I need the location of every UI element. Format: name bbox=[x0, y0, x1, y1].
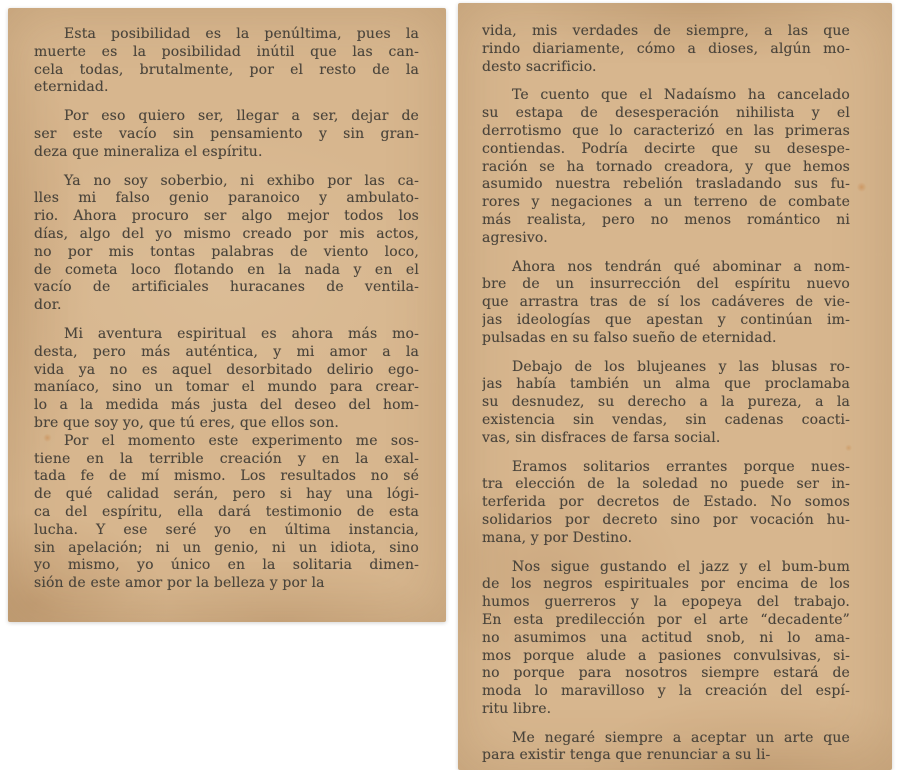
text-line: mana, y por Destino. bbox=[482, 529, 633, 546]
text-line: sin apelación; ni un genio, ni un idiota, sino bbox=[34, 539, 419, 556]
text-line: Mi aventura espiritual es ahora más mo- bbox=[64, 325, 419, 342]
text-line: su estapa de desesperación nihilista y el bbox=[482, 105, 850, 122]
text-line: terferida por decretos de Estado. No somos bbox=[482, 494, 850, 511]
text-line: bre de un insurrección del espíritu nuevo bbox=[482, 276, 850, 293]
text-line: vacío de artificiales huracanes de ventila- bbox=[34, 279, 419, 296]
text-line: de los negros espirituales por encima de los bbox=[482, 576, 850, 593]
text-line: que arrastra tras de sí los cadáveres de vie- bbox=[482, 294, 850, 311]
text-line: su desnudez, su derecho a la pureza, a la bbox=[482, 394, 850, 411]
text-line: Me negaré siempre a aceptar un arte que bbox=[512, 729, 850, 746]
text-line: Por el momento este experimento me sos- bbox=[64, 432, 419, 449]
paragraph bbox=[34, 326, 419, 433]
text-line: tiene en la terrible creación y en la exal- bbox=[34, 450, 419, 467]
text-line: de cometa loco flotando en la nada y en el bbox=[34, 261, 419, 278]
text-line: no asumimos una actitud snob, ni lo ama- bbox=[482, 629, 850, 646]
text-line: ritu libre. bbox=[482, 700, 552, 717]
text-line: para existir tenga que renunciar a su li- bbox=[482, 747, 771, 764]
text-line: vida ya no es aquel desorbitado delirio ego- bbox=[34, 361, 419, 378]
text-line: asumido nuestra rebelión trasladando sus fu- bbox=[482, 176, 850, 193]
text-line: derrotismo que lo caracterizó en las primeras bbox=[482, 122, 850, 139]
text-line: días, algo del yo mismo creado por mis actos, bbox=[34, 225, 419, 242]
text-line: agresivo. bbox=[482, 229, 548, 246]
text-line: ca del espíritu, ella dará testimonio de esta bbox=[34, 503, 419, 520]
text-line: Ya no soy soberbio, ni exhibo por las ca- bbox=[64, 172, 419, 189]
paragraph bbox=[482, 459, 850, 548]
text-line: Eramos solitarios errantes porque nues- bbox=[512, 458, 850, 475]
text-line: deza que mineraliza el espíritu. bbox=[34, 143, 263, 160]
paragraph bbox=[482, 559, 850, 719]
text-line: ración se ha tornado creadora, y que hemos bbox=[482, 158, 850, 175]
right-page-scan bbox=[458, 3, 892, 770]
text-line: rores y negaciones a un terreno de combate bbox=[482, 194, 850, 211]
text-line: jas había también un alma que proclamaba bbox=[482, 376, 850, 393]
text-line: vida, mis verdades de siempre, a las que bbox=[482, 23, 850, 39]
text-line: no porque para nosotros siempre estará de bbox=[482, 665, 850, 682]
text-line: lo a la medida más justa del deseo del hom- bbox=[34, 397, 419, 414]
text-line: no por mis tontas palabras de viento loco, bbox=[34, 243, 419, 260]
paragraph bbox=[482, 259, 850, 348]
text-line: solidarios por decreto sino por vocación hu- bbox=[482, 511, 850, 528]
text-line: rindo diariamente, cómo a dioses, algún mo- bbox=[482, 40, 850, 57]
text-line: desta, pero más auténtica, y mi amor a la bbox=[34, 343, 419, 360]
text-line: cela todas, brutalmente, por el resto de la bbox=[34, 61, 419, 78]
paragraph bbox=[482, 87, 850, 247]
text-line: En esta predilección por el arte “decadente” bbox=[482, 611, 850, 628]
text-line: vas, sin disfraces de farsa social. bbox=[482, 429, 721, 446]
text-line: jas ideologías que apestan y continúan im- bbox=[482, 311, 850, 328]
text-line: muerte es la posibilidad inútil que las can- bbox=[34, 43, 419, 60]
text-line: maníaco, sino un tomar el mundo para crear- bbox=[34, 379, 419, 396]
text-line: contiendas. Podría decirte que su desespe- bbox=[482, 140, 850, 157]
text-line: Ahora nos tendrán qué abominar a nom- bbox=[512, 258, 850, 275]
text-line: tada fe de mí mismo. Los resultados no sé bbox=[34, 468, 419, 485]
text-line: sión de este amor por la belleza y por la bbox=[34, 575, 325, 592]
text-line: eternidad. bbox=[34, 79, 109, 96]
text-line: pulsadas en su falso sueño de eternidad. bbox=[482, 329, 777, 346]
text-line: Por eso quiero ser, llegar a ser, dejar de bbox=[64, 108, 419, 125]
paragraph bbox=[482, 730, 850, 766]
paragraph bbox=[482, 359, 850, 448]
text-line: moda lo maravilloso y la creación del espí- bbox=[482, 683, 850, 700]
text-line: mos porque alude a pasiones convulsivas, si- bbox=[482, 647, 850, 664]
text-line: Te cuento que el Nadaísmo ha cancelado bbox=[512, 87, 850, 104]
text-line: humos guerreros y la epopeya del trabajo. bbox=[482, 594, 850, 611]
text-line: tra elección de la soledad no puede ser in- bbox=[482, 476, 850, 493]
text-line: dor. bbox=[34, 297, 62, 314]
text-line: Esta posibilidad es la penúltima, pues la bbox=[64, 26, 419, 42]
text-line: existencia sin vendas, sin cadenas coacti- bbox=[482, 411, 850, 428]
paragraph bbox=[34, 108, 419, 161]
text-line: ser este vacío sin pensamiento y sin gran- bbox=[34, 125, 419, 142]
text-line: rio. Ahora procuro ser algo mejor todos los bbox=[34, 208, 419, 225]
text-line: de qué calidad serán, pero si hay una lógi- bbox=[34, 486, 419, 503]
paragraph bbox=[482, 23, 850, 76]
text-line: bre que soy yo, que tú eres, que ellos son. bbox=[34, 414, 340, 431]
left-page-scan bbox=[8, 8, 446, 622]
text-line: más realista, pero no menos romántico ni bbox=[482, 211, 850, 228]
text-line: Debajo de los blujeanes y las blusas ro- bbox=[512, 358, 850, 375]
text-line: lucha. Y ese seré yo en última instancia, bbox=[34, 521, 419, 538]
text-line: yo mismo, yo único en la solitaria dimen- bbox=[34, 557, 419, 574]
paragraph bbox=[34, 433, 419, 593]
text-line: lles mi falso genio paranoico y ambulato- bbox=[34, 190, 419, 207]
paragraph bbox=[34, 26, 419, 97]
text-line: desto sacrificio. bbox=[482, 58, 597, 75]
paragraph bbox=[34, 173, 419, 315]
text-line: Nos sigue gustando el jazz y el bum-bum bbox=[512, 558, 850, 575]
